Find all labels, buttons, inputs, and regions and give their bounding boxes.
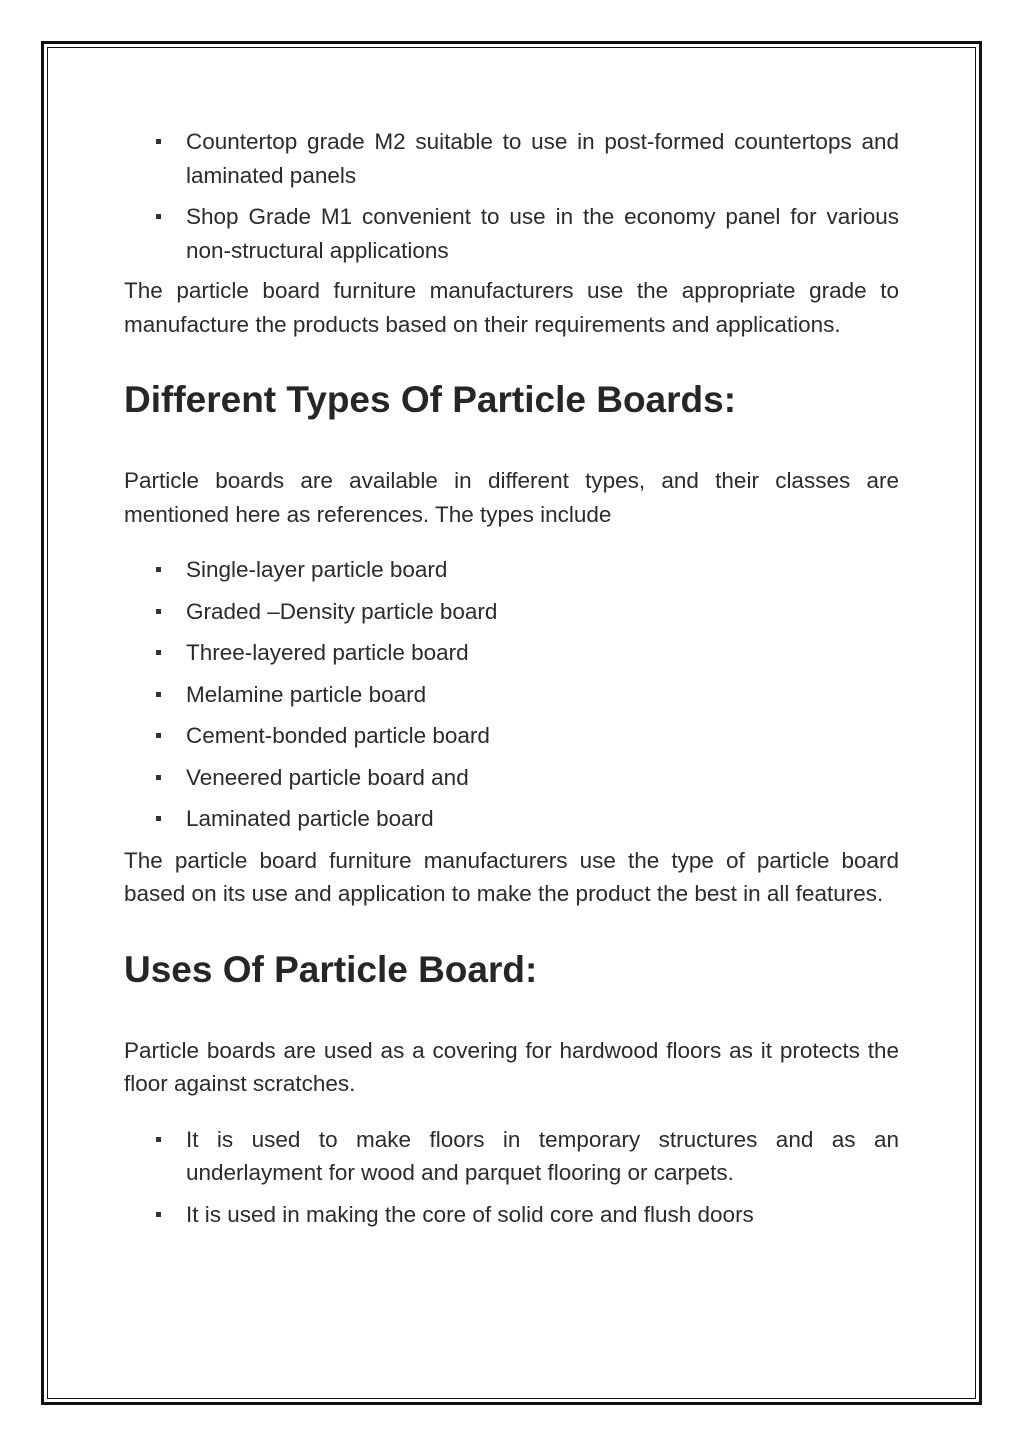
square-bullet-icon [156,775,161,780]
list-item-text: Countertop grade M2 suitable to use in post-formed countertops and laminated panels [186,129,899,188]
list-item-text: It is used in making the core of solid core and flush doors [186,1201,754,1227]
square-bullet-icon [156,733,161,738]
list-item [124,595,899,629]
uses-list [124,1123,899,1232]
square-bullet-icon [156,609,161,614]
list-item-text: Three-layered particle board [186,640,469,665]
list-item-text: Laminated particle board [186,806,434,831]
square-bullet-icon [156,650,161,655]
square-bullet-icon [156,567,161,572]
types-intro: Particle boards are available in different types, and their classes are mentioned here as references. The types include [124,468,899,527]
list-item [124,1123,899,1190]
list-item [124,761,899,795]
square-bullet-icon [156,816,161,821]
list-item [124,553,899,587]
list-item-text: Graded –Density particle board [186,598,498,624]
grade-paragraph: The particle board furniture manufacturers use the appropriate grade to manufacture the products based on their requirements and applications. [124,278,899,337]
grade-list [124,125,899,267]
list-item-text: Veneered particle board and [186,764,469,790]
types-paragraph: The particle board furniture manufacturers use the type of particle board based on its use and application to make the product the best in all features. [124,847,899,906]
uses-intro: Particle boards are used as a covering for hardwood floors as it protects the floor against scratches. [124,1037,899,1096]
list-item-text: Melamine particle board [186,681,427,707]
types-list [124,553,899,836]
document-content [124,124,899,1231]
list-item [124,719,899,753]
list-item [124,200,899,267]
list-item [124,125,899,192]
list-item-text: It is used to make floors in temporary structures and as an underlayment for wood and parquet flooring or carpets. [186,1126,899,1185]
list-item [124,802,899,836]
list-item-text: Single-layer particle board [186,557,448,582]
square-bullet-icon [156,692,161,697]
list-item-text: Shop Grade M1 convenient to use in the economy panel for various non-structural applications [186,204,899,263]
square-bullet-icon [156,139,161,144]
list-item [124,678,899,712]
square-bullet-icon [156,214,161,219]
square-bullet-icon [156,1137,161,1142]
list-item-text: Cement-bonded particle board [186,723,490,748]
square-bullet-icon [156,1212,161,1217]
list-item [124,636,899,670]
uses-heading: Uses Of Particle Board: [124,948,538,990]
list-item [124,1198,899,1232]
types-heading: Different Types Of Particle Boards: [124,379,737,420]
